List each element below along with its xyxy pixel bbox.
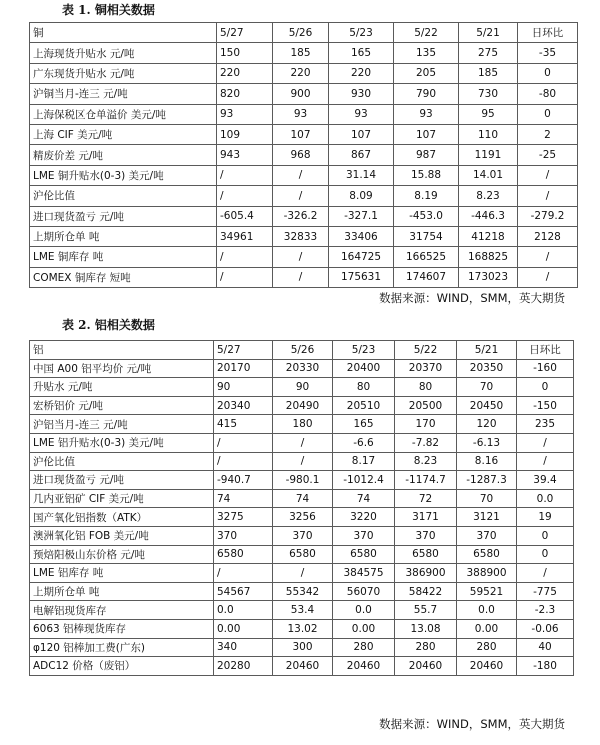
aluminum-table-row bbox=[30, 378, 574, 397]
aluminum-cell: 0 bbox=[517, 378, 574, 397]
copper-cell: 33406 bbox=[329, 226, 394, 246]
aluminum-cell: -1012.4 bbox=[333, 471, 395, 490]
copper-cell: 164725 bbox=[329, 247, 394, 267]
copper-row-label: 上期所仓单 吨 bbox=[30, 226, 217, 246]
aluminum-cell: 0 bbox=[517, 526, 574, 545]
copper-cell: 943 bbox=[217, 145, 273, 165]
aluminum-cell: 235 bbox=[517, 415, 574, 434]
aluminum-cell: 280 bbox=[395, 638, 457, 657]
copper-cell: 730 bbox=[459, 84, 518, 104]
aluminum-cell: 3275 bbox=[214, 508, 273, 527]
copper-cell: / bbox=[217, 165, 273, 185]
aluminum-cell: 70 bbox=[457, 489, 517, 508]
aluminum-table-row bbox=[30, 582, 574, 601]
copper-cell: 109 bbox=[217, 124, 273, 144]
aluminum-row-label: 宏桥铝价 元/吨 bbox=[30, 396, 214, 415]
aluminum-cell: 56070 bbox=[333, 582, 395, 601]
copper-cell: 8.19 bbox=[394, 186, 459, 206]
aluminum-cell: 0.0 bbox=[214, 601, 273, 620]
aluminum-cell: 20460 bbox=[273, 657, 333, 676]
copper-cell: 166525 bbox=[394, 247, 459, 267]
aluminum-cell: -775 bbox=[517, 582, 574, 601]
aluminum-cell: 74 bbox=[214, 489, 273, 508]
copper-cell: 107 bbox=[329, 124, 394, 144]
aluminum-cell: 20460 bbox=[333, 657, 395, 676]
aluminum-cell: 日环比 bbox=[517, 341, 574, 360]
aluminum-cell: 6580 bbox=[273, 545, 333, 564]
copper-cell: 2 bbox=[518, 124, 578, 144]
copper-cell: 5/22 bbox=[394, 23, 459, 43]
copper-cell: 93 bbox=[394, 104, 459, 124]
copper-row-label: COMEX 铜库存 短吨 bbox=[30, 267, 217, 287]
aluminum-cell: 5/21 bbox=[457, 341, 517, 360]
aluminum-row-label: 预焙阳极山东价格 元/吨 bbox=[30, 545, 214, 564]
aluminum-cell: 0.0 bbox=[457, 601, 517, 620]
aluminum-cell: 20510 bbox=[333, 396, 395, 415]
copper-row-label: 上海现货升贴水 元/吨 bbox=[30, 43, 217, 63]
copper-cell: 5/23 bbox=[329, 23, 394, 43]
copper-cell: -279.2 bbox=[518, 206, 578, 226]
table1-caption: 表 1. 铜相关数据 bbox=[62, 3, 155, 17]
table1-source: 数据来源：WIND，SMM，英大期货 bbox=[379, 291, 565, 305]
copper-table-body bbox=[30, 23, 578, 288]
copper-cell: 5/27 bbox=[217, 23, 273, 43]
aluminum-table-row bbox=[30, 526, 574, 545]
copper-cell: 93 bbox=[273, 104, 329, 124]
copper-row-label: 进口现货盈亏 元/吨 bbox=[30, 206, 217, 226]
aluminum-cell: 20280 bbox=[214, 657, 273, 676]
aluminum-table-row bbox=[30, 619, 574, 638]
aluminum-table-row bbox=[30, 545, 574, 564]
aluminum-row-label: φ120 铝棒加工费(广东) bbox=[30, 638, 214, 657]
aluminum-table-row bbox=[30, 601, 574, 620]
aluminum-table-row bbox=[30, 638, 574, 657]
copper-row-label: LME 铜库存 吨 bbox=[30, 247, 217, 267]
aluminum-cell: 13.08 bbox=[395, 619, 457, 638]
copper-cell: 1191 bbox=[459, 145, 518, 165]
aluminum-cell: 55.7 bbox=[395, 601, 457, 620]
copper-cell: 174607 bbox=[394, 267, 459, 287]
aluminum-cell: -160 bbox=[517, 359, 574, 378]
aluminum-cell: 180 bbox=[273, 415, 333, 434]
aluminum-cell: 20330 bbox=[273, 359, 333, 378]
copper-table-row bbox=[30, 247, 578, 267]
copper-cell: 93 bbox=[329, 104, 394, 124]
aluminum-row-label: 澳洲氧化铝 FOB 美元/吨 bbox=[30, 526, 214, 545]
copper-table-row bbox=[30, 206, 578, 226]
copper-cell: 987 bbox=[394, 145, 459, 165]
aluminum-table-row bbox=[30, 452, 574, 471]
copper-cell: / bbox=[273, 186, 329, 206]
aluminum-table-row bbox=[30, 471, 574, 490]
copper-table-row bbox=[30, 267, 578, 287]
aluminum-cell: -980.1 bbox=[273, 471, 333, 490]
aluminum-cell: 80 bbox=[395, 378, 457, 397]
aluminum-table-row bbox=[30, 657, 574, 676]
copper-cell: 32833 bbox=[273, 226, 329, 246]
aluminum-cell: 6580 bbox=[333, 545, 395, 564]
copper-cell: 220 bbox=[273, 63, 329, 83]
aluminum-cell: 20170 bbox=[214, 359, 273, 378]
aluminum-cell: 8.23 bbox=[395, 452, 457, 471]
copper-cell: 185 bbox=[459, 63, 518, 83]
aluminum-cell: 20370 bbox=[395, 359, 457, 378]
aluminum-cell: 370 bbox=[457, 526, 517, 545]
aluminum-row-label: 6063 铝棒现货库存 bbox=[30, 619, 214, 638]
aluminum-cell: / bbox=[273, 433, 333, 452]
aluminum-cell: 386900 bbox=[395, 564, 457, 583]
aluminum-cell: 5/23 bbox=[333, 341, 395, 360]
copper-data-table bbox=[29, 22, 578, 288]
aluminum-cell: 19 bbox=[517, 508, 574, 527]
aluminum-cell: 3121 bbox=[457, 508, 517, 527]
aluminum-row-label: 中国 A00 铝平均价 元/吨 bbox=[30, 359, 214, 378]
copper-cell: 95 bbox=[459, 104, 518, 124]
copper-row-label: LME 铜升贴水(0-3) 美元/吨 bbox=[30, 165, 217, 185]
copper-cell: 34961 bbox=[217, 226, 273, 246]
copper-row-label: 上海保税区仓单溢价 美元/吨 bbox=[30, 104, 217, 124]
copper-cell: 日环比 bbox=[518, 23, 578, 43]
aluminum-cell: 74 bbox=[333, 489, 395, 508]
aluminum-cell: / bbox=[517, 433, 574, 452]
aluminum-cell: 370 bbox=[333, 526, 395, 545]
aluminum-header-row bbox=[30, 341, 574, 360]
copper-table-row bbox=[30, 124, 578, 144]
aluminum-cell: -6.13 bbox=[457, 433, 517, 452]
copper-cell: -446.3 bbox=[459, 206, 518, 226]
aluminum-cell: 13.02 bbox=[273, 619, 333, 638]
copper-row-label: 上海 CIF 美元/吨 bbox=[30, 124, 217, 144]
aluminum-row-label: LME 铝库存 吨 bbox=[30, 564, 214, 583]
copper-table-row bbox=[30, 145, 578, 165]
aluminum-cell: 170 bbox=[395, 415, 457, 434]
copper-table-row bbox=[30, 104, 578, 124]
aluminum-row-label: 沪铝当月-连三 元/吨 bbox=[30, 415, 214, 434]
copper-table-row bbox=[30, 226, 578, 246]
aluminum-cell: 6580 bbox=[457, 545, 517, 564]
copper-cell: -35 bbox=[518, 43, 578, 63]
copper-table-row bbox=[30, 84, 578, 104]
aluminum-cell: 370 bbox=[214, 526, 273, 545]
copper-row-label: 沪伦比值 bbox=[30, 186, 217, 206]
aluminum-table-row bbox=[30, 415, 574, 434]
aluminum-cell: 20340 bbox=[214, 396, 273, 415]
copper-cell: 0 bbox=[518, 63, 578, 83]
copper-cell: / bbox=[217, 267, 273, 287]
copper-cell: 930 bbox=[329, 84, 394, 104]
aluminum-cell: 8.16 bbox=[457, 452, 517, 471]
copper-cell: / bbox=[518, 267, 578, 287]
aluminum-cell: / bbox=[517, 564, 574, 583]
aluminum-cell: 80 bbox=[333, 378, 395, 397]
copper-cell: 110 bbox=[459, 124, 518, 144]
aluminum-cell: 20400 bbox=[333, 359, 395, 378]
copper-cell: -453.0 bbox=[394, 206, 459, 226]
aluminum-cell: / bbox=[273, 564, 333, 583]
aluminum-cell: -2.3 bbox=[517, 601, 574, 620]
aluminum-cell: 20500 bbox=[395, 396, 457, 415]
aluminum-table-body bbox=[30, 341, 574, 676]
aluminum-cell: 58422 bbox=[395, 582, 457, 601]
copper-cell: 107 bbox=[273, 124, 329, 144]
copper-table-row bbox=[30, 186, 578, 206]
aluminum-cell: 5/27 bbox=[214, 341, 273, 360]
aluminum-cell: / bbox=[214, 433, 273, 452]
aluminum-cell: -6.6 bbox=[333, 433, 395, 452]
aluminum-row-label: ADC12 价格（废铝） bbox=[30, 657, 214, 676]
aluminum-cell: / bbox=[214, 452, 273, 471]
copper-cell: 820 bbox=[217, 84, 273, 104]
aluminum-cell: 280 bbox=[333, 638, 395, 657]
aluminum-cell: 3171 bbox=[395, 508, 457, 527]
copper-cell: 8.23 bbox=[459, 186, 518, 206]
copper-row-label: 广东现货升贴水 元/吨 bbox=[30, 63, 217, 83]
aluminum-row-label: 上期所仓单 吨 bbox=[30, 582, 214, 601]
aluminum-row-label: LME 铝升贴水(0-3) 美元/吨 bbox=[30, 433, 214, 452]
aluminum-cell: 370 bbox=[395, 526, 457, 545]
copper-cell: 165 bbox=[329, 43, 394, 63]
aluminum-cell: 3256 bbox=[273, 508, 333, 527]
aluminum-cell: 59521 bbox=[457, 582, 517, 601]
copper-cell: 135 bbox=[394, 43, 459, 63]
aluminum-cell: -940.7 bbox=[214, 471, 273, 490]
aluminum-cell: 0 bbox=[517, 545, 574, 564]
aluminum-cell: 20490 bbox=[273, 396, 333, 415]
copper-cell: 107 bbox=[394, 124, 459, 144]
copper-cell: 41218 bbox=[459, 226, 518, 246]
aluminum-cell: 5/22 bbox=[395, 341, 457, 360]
copper-cell: 150 bbox=[217, 43, 273, 63]
aluminum-cell: 70 bbox=[457, 378, 517, 397]
copper-cell: -25 bbox=[518, 145, 578, 165]
copper-table-row bbox=[30, 43, 578, 63]
aluminum-row-label: 电解铝现货库存 bbox=[30, 601, 214, 620]
copper-cell: / bbox=[273, 165, 329, 185]
aluminum-cell: -1287.3 bbox=[457, 471, 517, 490]
aluminum-cell: 415 bbox=[214, 415, 273, 434]
aluminum-cell: 0.0 bbox=[333, 601, 395, 620]
aluminum-cell: 120 bbox=[457, 415, 517, 434]
copper-cell: 220 bbox=[329, 63, 394, 83]
aluminum-cell: / bbox=[273, 452, 333, 471]
aluminum-cell: 0.0 bbox=[517, 489, 574, 508]
copper-cell: 185 bbox=[273, 43, 329, 63]
aluminum-cell: 74 bbox=[273, 489, 333, 508]
aluminum-cell: 53.4 bbox=[273, 601, 333, 620]
aluminum-cell: 90 bbox=[214, 378, 273, 397]
copper-cell: -605.4 bbox=[217, 206, 273, 226]
aluminum-cell: -150 bbox=[517, 396, 574, 415]
copper-cell: 8.09 bbox=[329, 186, 394, 206]
aluminum-row-label: 几内亚铝矿 CIF 美元/吨 bbox=[30, 489, 214, 508]
aluminum-cell: 165 bbox=[333, 415, 395, 434]
copper-row-label: 铜 bbox=[30, 23, 217, 43]
aluminum-cell: 20350 bbox=[457, 359, 517, 378]
copper-cell: 0 bbox=[518, 104, 578, 124]
copper-cell: 168825 bbox=[459, 247, 518, 267]
aluminum-cell: 20460 bbox=[395, 657, 457, 676]
copper-cell: 5/26 bbox=[273, 23, 329, 43]
aluminum-cell: 280 bbox=[457, 638, 517, 657]
aluminum-table-row bbox=[30, 564, 574, 583]
table2-caption: 表 2. 铝相关数据 bbox=[62, 318, 155, 332]
aluminum-cell: 0.00 bbox=[457, 619, 517, 638]
aluminum-cell: 3220 bbox=[333, 508, 395, 527]
copper-cell: 790 bbox=[394, 84, 459, 104]
aluminum-row-label: 升贴水 元/吨 bbox=[30, 378, 214, 397]
copper-cell: 867 bbox=[329, 145, 394, 165]
copper-cell: 205 bbox=[394, 63, 459, 83]
copper-cell: 175631 bbox=[329, 267, 394, 287]
aluminum-cell: / bbox=[214, 564, 273, 583]
aluminum-cell: 39.4 bbox=[517, 471, 574, 490]
aluminum-table-row bbox=[30, 433, 574, 452]
aluminum-cell: 0.00 bbox=[333, 619, 395, 638]
copper-cell: 2128 bbox=[518, 226, 578, 246]
copper-cell: 14.01 bbox=[459, 165, 518, 185]
copper-cell: / bbox=[273, 267, 329, 287]
copper-cell: -326.2 bbox=[273, 206, 329, 226]
aluminum-cell: 384575 bbox=[333, 564, 395, 583]
aluminum-cell: 20450 bbox=[457, 396, 517, 415]
copper-row-label: 沪铜当月-连三 元/吨 bbox=[30, 84, 217, 104]
copper-cell: 15.88 bbox=[394, 165, 459, 185]
aluminum-cell: 40 bbox=[517, 638, 574, 657]
table2-source: 数据来源：WIND，SMM，英大期货 bbox=[379, 717, 565, 731]
aluminum-cell: 8.17 bbox=[333, 452, 395, 471]
copper-row-label: 精废价差 元/吨 bbox=[30, 145, 217, 165]
copper-cell: / bbox=[518, 165, 578, 185]
aluminum-cell: -7.82 bbox=[395, 433, 457, 452]
copper-cell: 93 bbox=[217, 104, 273, 124]
copper-cell: / bbox=[273, 247, 329, 267]
aluminum-cell: 388900 bbox=[457, 564, 517, 583]
aluminum-cell: 5/26 bbox=[273, 341, 333, 360]
copper-cell: 900 bbox=[273, 84, 329, 104]
copper-cell: 968 bbox=[273, 145, 329, 165]
aluminum-cell: 0.00 bbox=[214, 619, 273, 638]
copper-cell: / bbox=[518, 186, 578, 206]
aluminum-row-label: 沪伦比值 bbox=[30, 452, 214, 471]
copper-cell: 220 bbox=[217, 63, 273, 83]
copper-cell: 31754 bbox=[394, 226, 459, 246]
aluminum-cell: 370 bbox=[273, 526, 333, 545]
aluminum-cell: -0.06 bbox=[517, 619, 574, 638]
aluminum-cell: 20460 bbox=[457, 657, 517, 676]
aluminum-table-row bbox=[30, 489, 574, 508]
copper-cell: / bbox=[518, 247, 578, 267]
aluminum-table-row bbox=[30, 396, 574, 415]
aluminum-cell: 72 bbox=[395, 489, 457, 508]
copper-cell: 275 bbox=[459, 43, 518, 63]
copper-cell: -327.1 bbox=[329, 206, 394, 226]
aluminum-table-row bbox=[30, 359, 574, 378]
aluminum-cell: 340 bbox=[214, 638, 273, 657]
aluminum-row-label: 铝 bbox=[30, 341, 214, 360]
copper-table-row bbox=[30, 63, 578, 83]
aluminum-table-row bbox=[30, 508, 574, 527]
aluminum-cell: / bbox=[517, 452, 574, 471]
copper-cell: 173023 bbox=[459, 267, 518, 287]
aluminum-row-label: 进口现货盈亏 元/吨 bbox=[30, 471, 214, 490]
aluminum-cell: -1174.7 bbox=[395, 471, 457, 490]
copper-cell: 5/21 bbox=[459, 23, 518, 43]
copper-cell: / bbox=[217, 186, 273, 206]
aluminum-cell: -180 bbox=[517, 657, 574, 676]
copper-cell: / bbox=[217, 247, 273, 267]
copper-cell: -80 bbox=[518, 84, 578, 104]
aluminum-cell: 54567 bbox=[214, 582, 273, 601]
aluminum-cell: 300 bbox=[273, 638, 333, 657]
aluminum-cell: 55342 bbox=[273, 582, 333, 601]
aluminum-row-label: 国产氧化铝指数（ATK） bbox=[30, 508, 214, 527]
aluminum-cell: 6580 bbox=[395, 545, 457, 564]
copper-header-row bbox=[30, 23, 578, 43]
copper-table-row bbox=[30, 165, 578, 185]
aluminum-cell: 6580 bbox=[214, 545, 273, 564]
copper-cell: 31.14 bbox=[329, 165, 394, 185]
aluminum-cell: 90 bbox=[273, 378, 333, 397]
aluminum-data-table bbox=[29, 340, 574, 676]
